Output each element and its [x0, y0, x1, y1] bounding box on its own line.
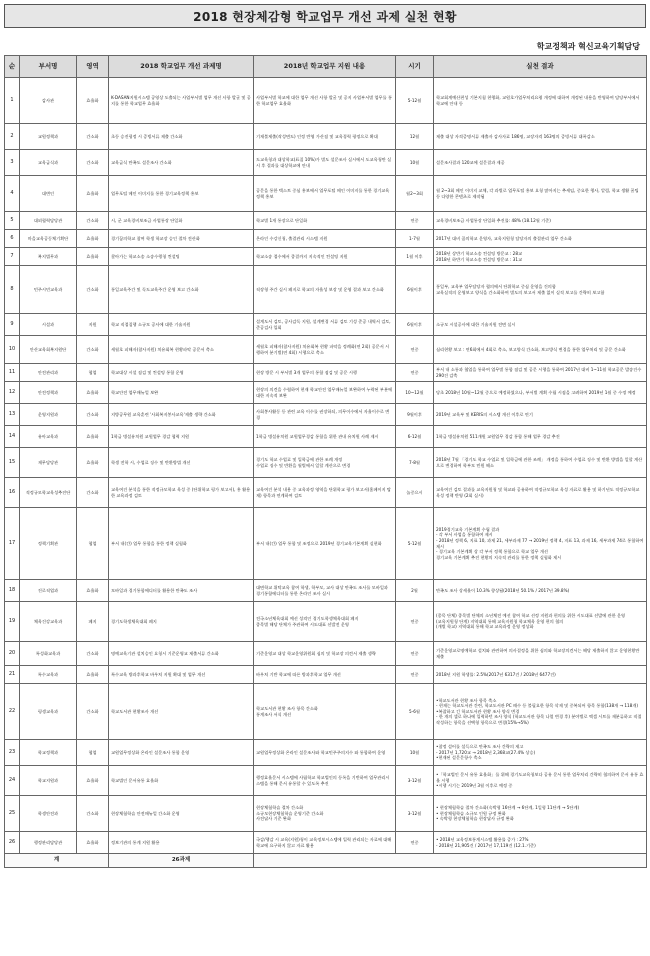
row-result: 심리현황 보고 : 연6회에서 4회로 축소, 보고양식 간소화, 보고방식 변경을 통한 업무처리 및 공문 간소화: [434, 336, 647, 364]
row-support: 교원업무정상화 온라인 설문조사와 학교민주주의지수 와 통합하여 운영: [254, 740, 396, 766]
row-area: 간소화: [77, 478, 109, 508]
row-dept: 행정관리담당관: [20, 832, 77, 854]
row-support: 온라인 수강신청, 출결관리 시스템 지원: [254, 230, 396, 248]
row-number: 6: [5, 230, 20, 248]
row-area: 폐지: [77, 602, 109, 642]
row-area: 효율화: [77, 448, 109, 478]
row-area: 협업: [77, 364, 109, 382]
row-dept: 운영지원과: [20, 404, 77, 426]
row-task: 특수교육 방과후학교 바우처 지원 확대 및 업무 개선: [109, 666, 254, 684]
row-period: 놀중으시: [396, 478, 434, 508]
row-result: 2018년 상반기 학교소송 컨설팅 방문교 : 28교 2018년 하반기 학교소송 컨설팅 방문교 : 31교: [434, 248, 647, 266]
row-number: 24: [5, 766, 20, 796]
department-label: 학교정책과 혁신교육기획담당: [536, 42, 640, 51]
table-row: [5, 230, 647, 248]
table-row: [5, 766, 647, 796]
row-area: 간소화: [77, 266, 109, 314]
row-task: 모바일과 경기통합에디터를 활용한 만족도 조사: [109, 580, 254, 602]
task-table: [4, 55, 647, 868]
row-task: 교육여건 분석을 통한 적정규모학교 육성 중 (단위학교 평가 보고서), 홍 활용한 교육과정 검토: [109, 478, 254, 508]
row-support: 현장 방문 시 부서별 3개 업무의 통합 점검 및 공문 시행: [254, 364, 396, 382]
row-dept: 적정규모학교육성추진단: [20, 478, 77, 508]
row-support: 행정효율문서 시스템에 사립학교 학교법인의 등록을 기반하여 업무관리시스템을 통해 문서 유통할 수 있도록 추진: [254, 766, 396, 796]
row-task: 부서 내(간) 업무 통합을 통한 정책 실험화: [109, 508, 254, 580]
row-task: 정보기관의 통계 지원 활용: [109, 832, 254, 854]
table-row: [5, 832, 647, 854]
row-result: 부서 내 소통과 협업을 통하여 업무별 통합 점검 및 공문 시행을 통하여 2017년 대비 1~11월 학교공문 발송건수 290건 감축: [434, 364, 647, 382]
row-period: 월2~3회: [396, 176, 434, 212]
row-period: 연중: [396, 832, 434, 854]
row-support: 공문을 통한 텍스트 중심 홍보에서 업무포털 메인 이미지를 통한 경기교육정책 홍보: [254, 176, 396, 212]
row-dept: 교육급식과: [20, 150, 77, 176]
row-period: 연중: [396, 642, 434, 666]
row-support: 전국소년체육대회 예선 성격인 경기도학생체육대회 폐지 종목별 해당 단체가 주관하여 시도대표 선발전 운영: [254, 602, 396, 642]
col-header-period: 시기: [396, 56, 434, 78]
table-row: [5, 740, 647, 766]
table-row: [5, 448, 647, 478]
row-support: 대면학교 위탁교육 참여 학생, 학부모, 교사 대상 만족도 조사를 모바일과 경기통합에디터를 통한 온라인 조사 실시: [254, 580, 396, 602]
row-support: 설계도서 검토, 공사감독 지원, 설계변경 서류 검토 기성 준공 내역서 검토, 준공검사 입회: [254, 314, 396, 336]
table-row: [5, 580, 647, 602]
row-result: 설문조사결과 120교에 설문결과 제공: [434, 150, 647, 176]
row-period: 10~12월: [396, 382, 434, 404]
row-area: 효율화: [77, 666, 109, 684]
row-period: 5-12월: [396, 78, 434, 124]
table-row: [5, 78, 647, 124]
row-dept: 학교지원과: [20, 766, 77, 796]
total-label: 계: [5, 854, 109, 868]
row-number: 26: [5, 832, 20, 854]
row-result: 교육경비보조금 사업통장 단일화 추진률: 48% (18.12월 기준): [434, 212, 647, 230]
row-task: K-DASAN지원시스템 공영상 도출되는 사업부서별 업무 개선 사항 발굴 및 공지를 통한 학교업무 효율화: [109, 78, 254, 124]
total-row: [5, 854, 647, 868]
row-area: 효율화: [77, 230, 109, 248]
row-task: 명예교육기관 설치승인 요청시 기준운영교 제출서류 간소화: [109, 642, 254, 666]
table-row: [5, 336, 647, 364]
row-number: 21: [5, 666, 20, 684]
row-number: 10: [5, 336, 20, 364]
row-task: 통일교육주간 및 독도교육주간 운영 보고 간소화: [109, 266, 254, 314]
col-header-area: 영역: [77, 56, 109, 78]
row-support: 기재불제출(작성면도) 인정 반영 가산점 및 교육경력 평정으로 확대: [254, 124, 396, 150]
row-dept: 감사관: [20, 78, 77, 124]
row-result: •참정 설어를 설득으로 만족도 조사 간략의 제고 - 2017년 1,720교 → 2018년 2,368교(27.4% 상승) •현재된 설문문항수 축소: [434, 740, 647, 766]
row-dept: 안전관리과: [20, 364, 77, 382]
row-area: 간소화: [77, 212, 109, 230]
row-area: 효율화: [77, 426, 109, 448]
table-row: [5, 150, 647, 176]
row-period: 연중: [396, 666, 434, 684]
row-dept: 평생교육과: [20, 684, 77, 740]
row-number: 20: [5, 642, 20, 666]
row-task: 세월호 피해자(참사지원) 치유회복 현황파악 공문서 축소: [109, 336, 254, 364]
row-task: 학교대상 시설 점검 및 컨설팅 통합 운영: [109, 364, 254, 382]
row-area: 간소화: [77, 150, 109, 176]
row-area: 간소화: [77, 684, 109, 740]
page-title-text: 2018 현장체감형 학교업무 개선 과제 실천 현황: [193, 9, 457, 24]
row-task: 학교법인 문서유통 효율화: [109, 766, 254, 796]
row-task: 업무포털 메인 이미지를 통한 경기교육정책 홍보: [109, 176, 254, 212]
row-period: 5-6월: [396, 684, 434, 740]
row-task: 교육급식 만족도 설문조사 간소화: [109, 150, 254, 176]
row-result: 월 2~3회 메인 이미지 교체, 각 과별로 업무포털 홍보 요청 많아지는 추세임, 중요한 행사, 알림, 학교 생활 꿀팁 등 다양한 콘텐츠로 제작됨: [434, 176, 647, 212]
row-number: 14: [5, 426, 20, 448]
table-row: [5, 666, 647, 684]
row-support: 학교소송 접수에서 종결까지 지속적인 컨설팅 지원: [254, 248, 396, 266]
table-row: [5, 404, 647, 426]
col-header-task: 2018 학교업무 개선 과제명: [109, 56, 254, 78]
table-row: [5, 176, 647, 212]
row-number: 16: [5, 478, 20, 508]
row-support: 교육여건 분석 내용 중 교육과정 영역을 단위학교 평가 보고서(홈페이지 탑재) 항목과 연계하여 검토: [254, 478, 396, 508]
page-title: [4, 4, 646, 28]
row-dept: 안산교육회복지원단: [20, 336, 77, 364]
row-support: 사업부서별 학교에 대한 업무 개선 사항 발굴 및 공지 사업부서별 업무를 통한 학교업무 효율화: [254, 78, 396, 124]
row-result: 2019경기교육 기본계획 수립 결과 - 각 부서 사업을 통합하여 제시 - 2018년 정책 6, 지표 10, 과제 21, 세부과제 77 → 2019년 정책 4, 지표 13, 과제 16, 세부과제 74로 통합하여 제시 - 경기교육 기본계획 상 각 부서 정책 통합으로 학교 업무 개선 경기교육 기본계획 추진 현황의 지속적 관리를 통한 정책 실험화 제시: [434, 508, 647, 580]
row-number: 2: [5, 124, 20, 150]
row-task: 시, 군 교육경비보조금 사업통장 단일화: [109, 212, 254, 230]
row-number: 1: [5, 78, 20, 124]
row-result: 기준운영교로명예학교 설치와 관련하여 의사결정을 위한 심의와 학교장의견서는 해당 제출하지 않고 운영현황만 제출: [434, 642, 647, 666]
table-row: [5, 426, 647, 448]
row-number: 5: [5, 212, 20, 230]
table-row: [5, 266, 647, 314]
row-dept: 안전정책과: [20, 382, 77, 404]
row-result: •학교도서관 현황 조사 항목 축소 - 현재는 학교도서관 간련, 학교도서관 PC 때수 등 불필요한 항목 삭제 및 중복되어 항목 통합(138개 → 118개) •복잡하고 긴 학교도서관 현황 조사 양식 변경 - 한 개의 셀로 하나에 입력하던 조사 양식 (학교도서관 항목 나열 변경 후) 분야별로 엑셀 시트를 재분류하고 직접 작성하는 항목을 선택형 항목으로 변경(15%→5%): [434, 684, 647, 740]
row-period: 10월: [396, 150, 434, 176]
row-support: 현장체험학습 절차 간소화 소규모현장체험학습 운영기준 간소화 사전답사 기준 완화: [254, 796, 396, 832]
row-area: 효율화: [77, 382, 109, 404]
row-number: 7: [5, 248, 20, 266]
row-number: 11: [5, 364, 20, 382]
row-result: 통일부, 교육부 업무담당자 협의에서 단위학교 중심 운영을 건의함 교육실적의 운영보고 양식을 간소화하여 별도의 보고서 제출 없이 실적 보고를 간략히 보고함: [434, 266, 647, 314]
row-result: 학교회계예산편성 기본지침 현행화, 교원호가업무처리요령 개정에 대하여 개정된 내용을 반영하여 담당부서에서 학교에 안내 등: [434, 78, 647, 124]
total-count: 26과제: [109, 854, 254, 868]
col-header-support: 2018년 학교업무 지원 내용: [254, 56, 396, 78]
row-result: 만족도 조사 상세율이 10.3% 향상됨(2018년 50.1% / 2017년 39.8%): [434, 580, 647, 602]
row-task: 경기도학생체육대회 폐지: [109, 602, 254, 642]
row-area: 협업: [77, 508, 109, 580]
row-period: 10월: [396, 740, 434, 766]
row-number: 4: [5, 176, 20, 212]
table-row: [5, 684, 647, 740]
row-area: 협업: [77, 740, 109, 766]
row-result: 교육여건 검토 결과를 교육지원청 및 학교와 공유하여 적정규모학교 육성 자료로 활용 및 하기년도 적정규모학교 육성 정책 반영 (2회 실시): [434, 478, 647, 508]
table-row: [5, 382, 647, 404]
row-area: 효율화: [77, 248, 109, 266]
row-task: 현장체험학습 안전매뉴얼 간소화 운영: [109, 796, 254, 832]
row-dept: 시설과: [20, 314, 77, 336]
col-header-dept: 부서명: [20, 56, 77, 78]
row-result: (종목 단체) 종목별 단체의 소년체전 예선 참여 학교 선정 지원과 편의를 위한 시도대표 선발에 관한 운영 (교육지원청 단계) 지역대회 통해 교육지원청 학교체육 운영 편의 협의 (개별 학교) 지역대회 통해 학교 교육과정 운영 정상화: [434, 602, 647, 642]
row-task: 학교안전 업무매뉴얼 보완: [109, 382, 254, 404]
table-row: [5, 602, 647, 642]
row-dept: 유아교육과: [20, 426, 77, 448]
row-number: 25: [5, 796, 20, 832]
row-number: 3: [5, 150, 20, 176]
row-support: 세월호 피해자(참사지원) 치유회복 현황 파악을 정례화(연 2회) 공문서 시행하여 분기별(연 4회) 시행으로 축소: [254, 336, 396, 364]
table-row: [5, 796, 647, 832]
row-support: 사회봉사활동 등 관련 교육 이수를 권장하되, 의무이수에서 자율이수로 변경: [254, 404, 396, 426]
row-area: 간소화: [77, 124, 109, 150]
row-period: 7-8월: [396, 448, 434, 478]
row-period: 1-7월: [396, 230, 434, 248]
row-support: 현장의 의견을 수렴하여 현재 학교안전 업무매뉴얼 보완하여 누락된 부분에 대한 지속적 보완: [254, 382, 396, 404]
row-support: 경기도 학교 수업료 및 입학금에 관한 조례 개정 수업료 징수 및 반환을 월별에서 일할 계산으로 변경: [254, 448, 396, 478]
row-support: 학교도서관 현황 조사 항목 간소화 통계조사 서식 개선: [254, 684, 396, 740]
row-task: 경기꿈의학교 참여 학생 학교장 승인 절차 전산화: [109, 230, 254, 248]
row-number: 17: [5, 508, 20, 580]
row-support: 부서 내(간) 업무 통합 및 조정으로 2019년 경기교육기본계획 실현화: [254, 508, 396, 580]
row-result: 제출 대상 자격증명서류 제출자 감사자료 186명, 교장자격 163명의 증빙서류 대폭감소: [434, 124, 647, 150]
table-row: [5, 364, 647, 382]
row-support: 바우처 기반 학교에 따른 방과후학교 업무 개선: [254, 666, 396, 684]
row-number: 22: [5, 684, 20, 740]
row-dept: 복지법무과: [20, 248, 77, 266]
row-number: 9: [5, 314, 20, 336]
row-result: • 현장체험학습 절차 간소화(숙박형 16단계 → 6단계, 1일형 11단계 → 5단계) • 현장체험학습 소규모 인원 규정 완화 • 숙박형 현장체험학습 현장답사 규정 완화: [434, 796, 647, 832]
row-period: 6월이후: [396, 314, 434, 336]
row-period: 3-12월: [396, 796, 434, 832]
row-task: 학생 전학 시, 수업료 징수 및 반환방법 개선: [109, 448, 254, 478]
row-area: 지원: [77, 314, 109, 336]
row-support: 학교별 1개 통장으로 단일화: [254, 212, 396, 230]
row-support: 직장형 주간 실시 폐지로 학교의 자율성 보장 및 운영 결과 보고 간소화: [254, 266, 396, 314]
table-row: [5, 314, 647, 336]
row-area: 간소화: [77, 336, 109, 364]
row-task: 학교 직접집행 소규모 공사에 대한 기술지원: [109, 314, 254, 336]
row-period: 5-12월: [396, 508, 434, 580]
row-dept: 대변인: [20, 176, 77, 212]
col-header-result: 실천 결과: [434, 56, 647, 78]
row-result: 2017년 대비 꿈의학교 운영자, 교육지원청 담당자의 출결관리 업무 간소화: [434, 230, 647, 248]
row-support: 국감/행감 시 교육(지원)청이 교육정보시스템에 입력 관리되는 자료에 대해 학교에 요구하지 않고 자료 활용: [254, 832, 396, 854]
row-period: 6월이후: [396, 266, 434, 314]
total-blank: [254, 854, 647, 868]
row-dept: 대외협력담당관: [20, 212, 77, 230]
table-row: [5, 642, 647, 666]
row-support: 도교육청과 대상학교(표집 10%)가 별도 설문조사 실시에서 도교육청만 실시 후 결과를 대상학교에 안내: [254, 150, 396, 176]
row-area: 효율화: [77, 832, 109, 854]
row-area: 간소화: [77, 642, 109, 666]
row-dept: 마을교육공동체기획단: [20, 230, 77, 248]
row-dept: 진로직업과: [20, 580, 77, 602]
row-period: 9월이후: [396, 404, 434, 426]
row-task: 지방공무원 교육훈련 '사회복지봉사교육'제출 생략 간소화: [109, 404, 254, 426]
col-header-no: 순: [5, 56, 20, 78]
row-result: 2019년 교육부 및 KERIS의 시스템 개선 이후로 연기: [434, 404, 647, 426]
table-row: [5, 248, 647, 266]
row-dept: 재무담당관: [20, 448, 77, 478]
row-area: 효율화: [77, 176, 109, 212]
row-number: 13: [5, 404, 20, 426]
row-dept: 교원정책과: [20, 124, 77, 150]
row-task: 찾아가는 학교소송 소송수행청 컨설팅: [109, 248, 254, 266]
row-area: 간소화: [77, 796, 109, 832]
row-task: 1학급 병설유치원 교원업무 경감 협력 지원: [109, 426, 254, 448]
row-period: 연중: [396, 364, 434, 382]
row-number: 19: [5, 602, 20, 642]
row-number: 12: [5, 382, 20, 404]
row-area: 효율화: [77, 580, 109, 602]
row-number: 23: [5, 740, 20, 766]
row-area: 효율화: [77, 78, 109, 124]
row-result: •「학교법인 문서 유통 효율화」를 위해 경기도교육청보다 공유 문서 통한 업무처리 간략히 협의하여 문서 유통 효율 시행 •시행 시기는 2019년 3월 이후로 예정 중: [434, 766, 647, 796]
row-period: 1월 이후: [396, 248, 434, 266]
row-result: 2018년 지원 학생률: 2.5%(2017년 6317건 / 2018년 6477건): [434, 666, 647, 684]
row-dept: 특수교육과: [20, 666, 77, 684]
table-row: [5, 124, 647, 150]
row-period: 3-12월: [396, 766, 434, 796]
row-period: 12월: [396, 124, 434, 150]
row-number: 8: [5, 266, 20, 314]
row-dept: 민주시민교육과: [20, 266, 77, 314]
row-area: 간소화: [77, 404, 109, 426]
row-result: 당초 2018년 10월~12월 중으로 예정하였으나, 부서별 계획 수립 시점을 고려하여 2019년 1월 중 수정 예정: [434, 382, 647, 404]
row-support: 1학급 병설유치원 교원업무경감 통합을 위한 관내 유치원 사례 제시: [254, 426, 396, 448]
table-header-row: [5, 56, 647, 78]
row-dept: 학생안전과: [20, 796, 77, 832]
row-dept: 특성화교육과: [20, 642, 77, 666]
row-number: 18: [5, 580, 20, 602]
table-row: [5, 478, 647, 508]
table-row: [5, 212, 647, 230]
row-dept: 정책기획관: [20, 508, 77, 580]
table-row: [5, 508, 647, 580]
row-period: 연중: [396, 336, 434, 364]
row-period: 2월: [396, 580, 434, 602]
row-area: 효율화: [77, 766, 109, 796]
row-number: 15: [5, 448, 20, 478]
row-task: 학교도서관 현황조사 개선: [109, 684, 254, 740]
row-dept: 학교정책과: [20, 740, 77, 766]
row-result: 소규모 시설공사에 대한 기술지원 전면 실시: [434, 314, 647, 336]
row-dept: 체육건강교육과: [20, 602, 77, 642]
row-period: 연중: [396, 212, 434, 230]
row-task: 초등 승진평정 시 증빙서류 제출 간소화: [109, 124, 254, 150]
row-support: 기준운영교 대상 학교운영위원회 심의 및 학교장 의견서 제출 생략: [254, 642, 396, 666]
row-period: 연중: [396, 602, 434, 642]
row-result: 2018년 7월 「경기도 학교 수업료 및 입학금에 관한 조례」 개정을 통하여 수업료 징수 및 반환 방법을 일할 계산으로 변경하여 학부모 민원 해소: [434, 448, 647, 478]
row-task: 교원업무정상화 온라인 설문조사 통합 운영: [109, 740, 254, 766]
row-period: 6-12월: [396, 426, 434, 448]
row-result: 1학급 병설유치원 511개원 교원업무 경감 통합 통해 업무 경감 추진: [434, 426, 647, 448]
row-result: • 2018년 교육정보통계시스템 활용률 증가 : 27% - 2018년 21,905건 / 2017년 17,119건 (12.1.기준): [434, 832, 647, 854]
